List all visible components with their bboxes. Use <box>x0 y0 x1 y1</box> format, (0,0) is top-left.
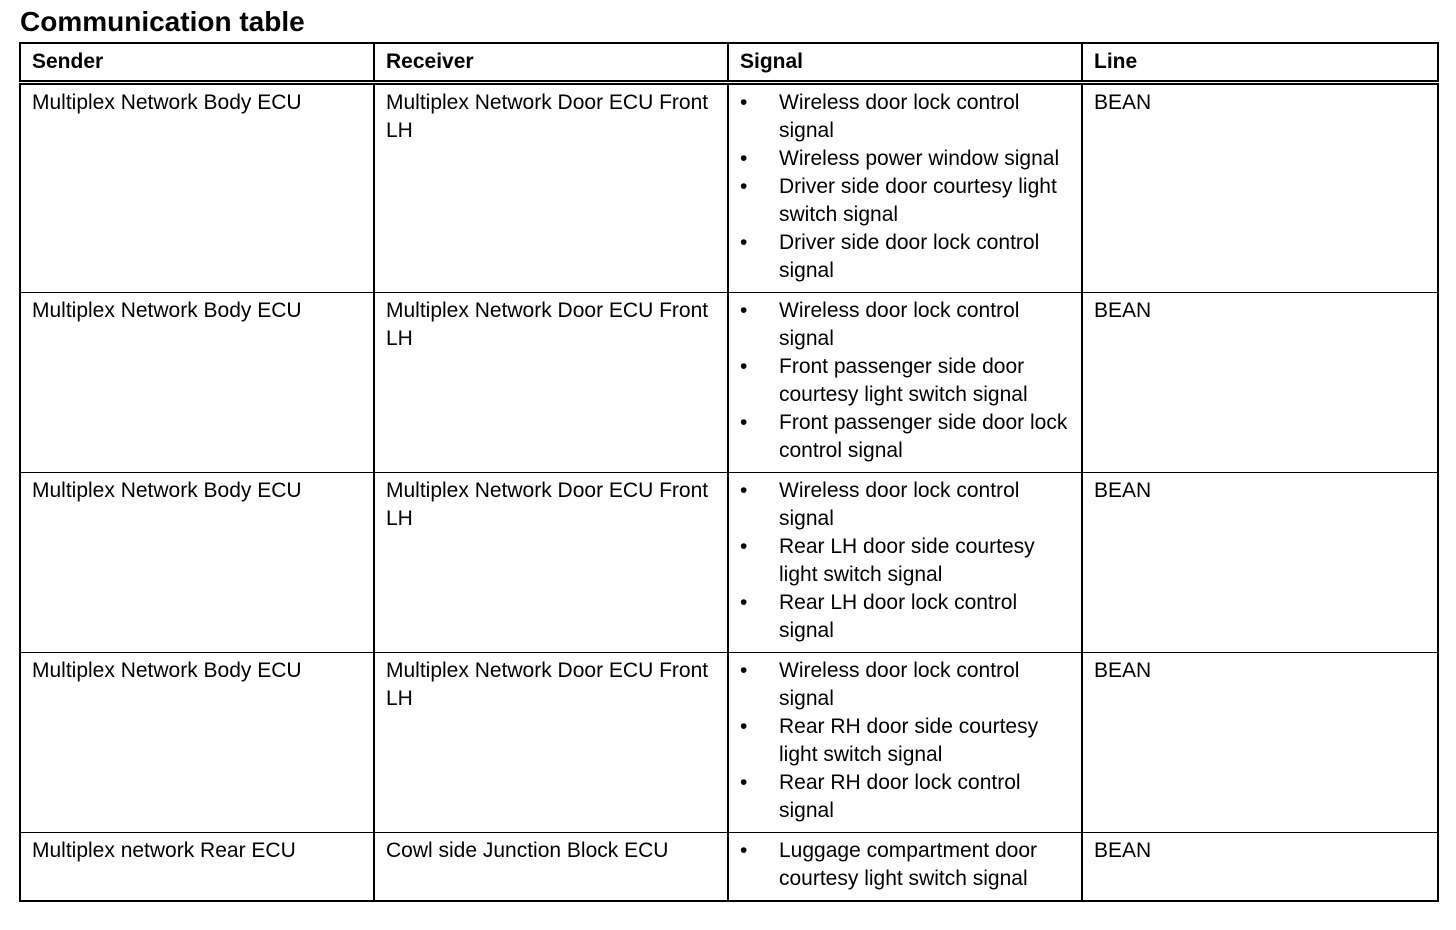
line-cell: BEAN <box>1082 653 1438 833</box>
signal-text: Driver side door lock control signal <box>779 231 1040 282</box>
receiver-cell: Cowl side Junction Block ECU <box>374 833 728 902</box>
signal-text: Driver side door courtesy light switch signal <box>779 175 1057 226</box>
signal-cell <box>728 293 1082 473</box>
signal-item <box>740 353 1070 409</box>
signal-item <box>740 89 1070 145</box>
bullet-icon: • <box>740 839 748 862</box>
bullet-icon: • <box>740 659 748 682</box>
signal-text: Wireless door lock control signal <box>779 299 1020 350</box>
signal-text: Rear LH door lock control signal <box>779 591 1018 642</box>
sender-cell: Multiplex Network Body ECU <box>20 293 374 473</box>
bullet-icon: • <box>740 91 748 114</box>
bullet-icon: • <box>740 299 748 322</box>
table-row <box>20 83 1438 293</box>
signal-item <box>740 477 1070 533</box>
receiver-cell: Multiplex Network Door ECU Front LH <box>374 473 728 653</box>
table-row <box>20 833 1438 902</box>
receiver-cell: Multiplex Network Door ECU Front LH <box>374 653 728 833</box>
signal-item <box>740 837 1070 893</box>
signal-cell <box>728 653 1082 833</box>
table-body <box>20 83 1438 902</box>
signal-item <box>740 409 1070 465</box>
sender-cell: Multiplex Network Body ECU <box>20 653 374 833</box>
bullet-icon: • <box>740 231 748 254</box>
signal-text: Rear LH door side courtesy light switch signal <box>779 535 1035 586</box>
bullet-icon: • <box>740 535 748 558</box>
header-row <box>20 43 1438 83</box>
signal-list <box>740 297 1070 465</box>
header-sender: Sender <box>20 43 374 83</box>
signal-item <box>740 229 1070 285</box>
bullet-icon: • <box>740 147 748 170</box>
signal-item <box>740 713 1070 769</box>
signal-list <box>740 89 1070 285</box>
communication-table <box>19 42 1439 902</box>
sender-cell: Multiplex Network Body ECU <box>20 473 374 653</box>
signal-list <box>740 477 1070 645</box>
signal-cell <box>728 83 1082 293</box>
table-header <box>20 43 1438 83</box>
signal-item <box>740 589 1070 645</box>
header-receiver: Receiver <box>374 43 728 83</box>
signal-text: Luggage compartment door courtesy light switch signal <box>779 839 1037 890</box>
signal-item <box>740 173 1070 229</box>
header-line: Line <box>1082 43 1438 83</box>
signal-text: Wireless door lock control signal <box>779 91 1020 142</box>
line-cell: BEAN <box>1082 473 1438 653</box>
signal-cell <box>728 833 1082 902</box>
sender-cell: Multiplex network Rear ECU <box>20 833 374 902</box>
receiver-cell: Multiplex Network Door ECU Front LH <box>374 83 728 293</box>
sender-cell: Multiplex Network Body ECU <box>20 83 374 293</box>
signal-text: Rear RH door lock control signal <box>779 771 1021 822</box>
signal-item <box>740 657 1070 713</box>
signal-item <box>740 297 1070 353</box>
bullet-icon: • <box>740 411 748 434</box>
bullet-icon: • <box>740 479 748 502</box>
signal-item <box>740 769 1070 825</box>
line-cell: BEAN <box>1082 833 1438 902</box>
signal-text: Front passenger side door courtesy light switch signal <box>779 355 1028 406</box>
bullet-icon: • <box>740 715 748 738</box>
signal-text: Wireless door lock control signal <box>779 659 1020 710</box>
signal-cell <box>728 473 1082 653</box>
signal-item <box>740 533 1070 589</box>
signal-text: Wireless door lock control signal <box>779 479 1020 530</box>
table-row <box>20 473 1438 653</box>
document-title: Communication table <box>20 6 305 37</box>
receiver-cell: Multiplex Network Door ECU Front LH <box>374 293 728 473</box>
bullet-icon: • <box>740 771 748 794</box>
bullet-icon: • <box>740 175 748 198</box>
line-cell: BEAN <box>1082 293 1438 473</box>
signal-item <box>740 145 1070 173</box>
signal-text: Rear RH door side courtesy light switch signal <box>779 715 1039 766</box>
signal-list <box>740 837 1070 893</box>
signal-text: Front passenger side door lock control signal <box>779 411 1068 462</box>
signal-text: Wireless power window signal <box>779 147 1060 170</box>
table-row <box>20 653 1438 833</box>
line-cell: BEAN <box>1082 83 1438 293</box>
header-signal: Signal <box>728 43 1082 83</box>
signal-list <box>740 657 1070 825</box>
bullet-icon: • <box>740 591 748 614</box>
bullet-icon: • <box>740 355 748 378</box>
table-row <box>20 293 1438 473</box>
